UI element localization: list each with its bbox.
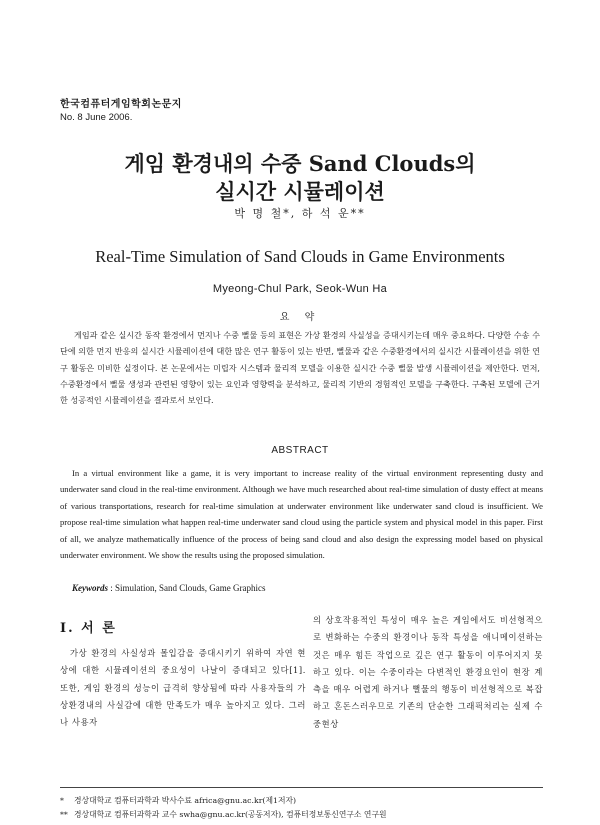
abstract-korean-heading: 요 약 bbox=[279, 312, 321, 323]
abstract-english-text: In a virtual environment like a game, it is very important to increase reality of the virtual environment representing dusty and underwater sand cloud in the real-time environment. Although we have much researched about real-time simulation of dusty effect at means of various transportations, research for real-time simulation at underwater environment like underwater sand cloud is insufficient. We propose real-time simulation what happen real-time underwater sand cloud using the particle system and physical model in this paper. First of all, we analyze mathematically influence of the process of being sand cloud and also design the expressing model based on physical underwater environment. We show the results using the proposed simulation. bbox=[60, 468, 543, 561]
authors-english: Myeong-Chul Park, Seok-Wun Ha bbox=[212, 283, 388, 295]
paper-title-korean bbox=[0, 150, 600, 206]
footnote-divider bbox=[60, 787, 543, 788]
body-column-right: 의 상호작용적인 특성이 매우 높은 게임에서도 비선형적으로 변화하는 수중의 환경이나 동작 특성을 애니메이션하는 것은 매우 힘든 작업으로 깊은 연구 활동이 이루어지지 못하고 있다. 이는 수중이라는 다변적인 환경요인이 현장 계측을 매우 어렵게 하거나 뻘물의 행동이 비선형적으로 복잡하고 혼돈스러우므로 기존의 단순한 그래픽처리는 실제 수중현상 bbox=[313, 615, 543, 729]
authors-korean: 박 명 철*, 하 석 운** bbox=[234, 207, 366, 220]
body-column-left: 가상 환경의 사실성과 몰입감을 증대시키기 위하여 자연 현상에 대한 시뮬레이션의 중요성이 나날이 증대되고 있다[1]. 또한, 게임 환경의 성능이 급격히 향상됨에 따라 사용자들의 가상환경내의 사실감에 대한 만족도가 매우 높아지고 있다. 그러나 사용자 bbox=[60, 648, 306, 728]
section-1-heading: Ⅰ. 서 론 bbox=[60, 621, 117, 636]
keywords-label: Keywords bbox=[72, 583, 108, 593]
abstract-english-heading: ABSTRACT bbox=[271, 445, 329, 456]
journal-issue: No. 8 June 2006. bbox=[60, 112, 133, 123]
abstract-korean-text: 게임과 같은 실시간 동작 환경에서 먼지나 수중 뻘물 등의 표현은 가상 환경의 사실성을 증대시키는데 매우 중요하다. 다양한 수송 수단에 의한 먼지 반응의 실시간 시뮬레이션에 대한 많은 연구 활동이 있는 반면, 뻘물과 같은 수중환경에서의 실시간 시뮬레이션을 위한 연구 활동은 미비한 실정이다. 본 논문에서는 미립자 시스템과 물리적 모델을 이용한 실시간 수중 뻘물 발생 시뮬레이션을 제안한다. 먼저, 수중환경에서 뻘물 생성과 관련된 영향이 있는 요인과 영향력을 분석하고, 물리적 기반의 경험적인 모델을 구축한다. 구축된 모델에 근거한 성공적인 시뮬레이션을 결과로서 보인다. bbox=[60, 330, 540, 406]
footnotes bbox=[60, 794, 387, 822]
title-ko-line-1: 게임 환경내의 수중 Sand Clouds의 bbox=[124, 151, 476, 176]
journal-name: 한국컴퓨터게임학회논문지 bbox=[60, 99, 182, 110]
footnote-1-mark: * bbox=[60, 796, 64, 805]
keywords-line bbox=[72, 583, 266, 593]
journal-header bbox=[60, 95, 182, 123]
footnote-2 bbox=[60, 808, 387, 822]
footnote-1 bbox=[60, 794, 387, 808]
footnote-2-mark: ** bbox=[60, 810, 68, 819]
title-ko-line-2: 실시간 시뮬레이션 bbox=[215, 179, 385, 204]
keywords-text: : Simulation, Sand Clouds, Game Graphics bbox=[108, 583, 266, 593]
footnote-1-text: 경상대학교 컴퓨터과학과 박사수료 africa@gnu.ac.kr(제1저자) bbox=[74, 796, 297, 805]
footnote-2-text: 경상대학교 컴퓨터과학과 교수 swha@gnu.ac.kr(공동저자), 컴퓨터정보통신연구소 연구원 bbox=[74, 810, 387, 819]
paper-title-english: Real-Time Simulation of Sand Clouds in Game Environments bbox=[95, 247, 505, 266]
